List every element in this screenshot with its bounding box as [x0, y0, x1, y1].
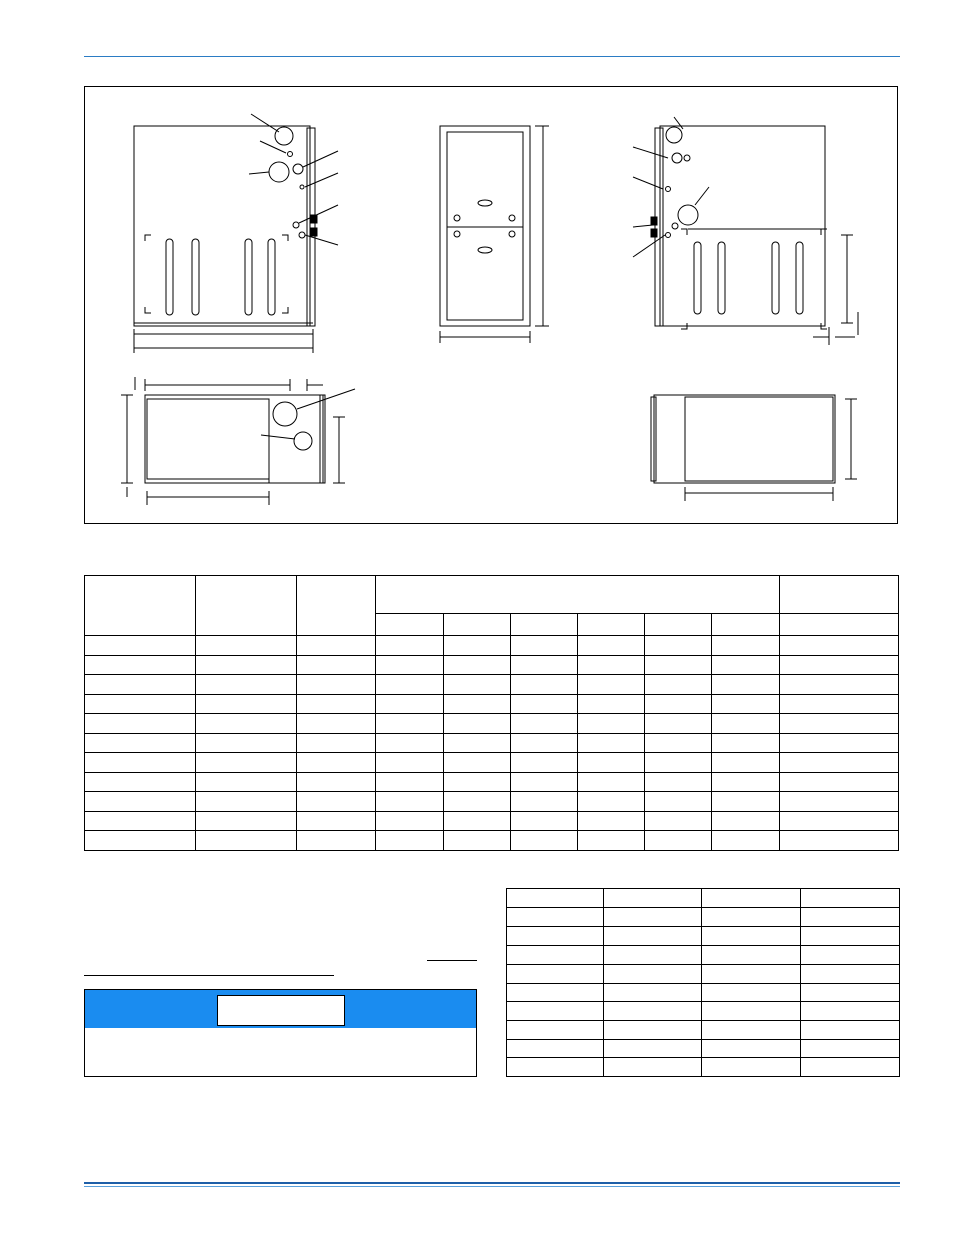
text-underline [427, 960, 477, 961]
front-view [440, 126, 549, 343]
caution-bar [85, 990, 476, 1028]
header-rule [84, 56, 900, 57]
table-row [85, 734, 899, 753]
table-row [85, 812, 899, 831]
table-header-row [85, 576, 899, 614]
table-header-row [507, 889, 900, 908]
table-row [507, 1040, 900, 1058]
caution-box [84, 989, 477, 1077]
header-cell [780, 576, 899, 614]
header-cell [297, 576, 376, 636]
table-row [507, 927, 900, 946]
furnace-drawings [85, 87, 899, 525]
table-row [507, 1058, 900, 1077]
secondary-table [506, 888, 900, 1077]
table-row [507, 965, 900, 984]
header-cell [85, 576, 196, 636]
table-row [85, 675, 899, 695]
table-row [507, 908, 900, 927]
table-row [85, 831, 899, 851]
table-row [507, 984, 900, 1002]
table-row [85, 636, 899, 656]
left-side-view [134, 114, 338, 353]
footer-rule-light [84, 1186, 900, 1187]
table-row [85, 773, 899, 792]
caution-label [217, 995, 345, 1026]
top-view [121, 377, 355, 505]
table-row [85, 714, 899, 734]
dimensions-table [84, 575, 899, 851]
table-row [507, 1021, 900, 1040]
bottom-view [651, 395, 857, 501]
table-row [507, 946, 900, 965]
footer-rule [84, 1182, 900, 1184]
right-side-view [633, 117, 858, 345]
table-row [85, 753, 899, 773]
section-underline [84, 975, 334, 976]
dimension-figure [84, 86, 898, 524]
table-row [507, 1002, 900, 1021]
header-cell [196, 576, 297, 636]
header-cell [376, 576, 780, 614]
table-row [85, 695, 899, 714]
table-row [85, 656, 899, 675]
table-row [85, 792, 899, 812]
